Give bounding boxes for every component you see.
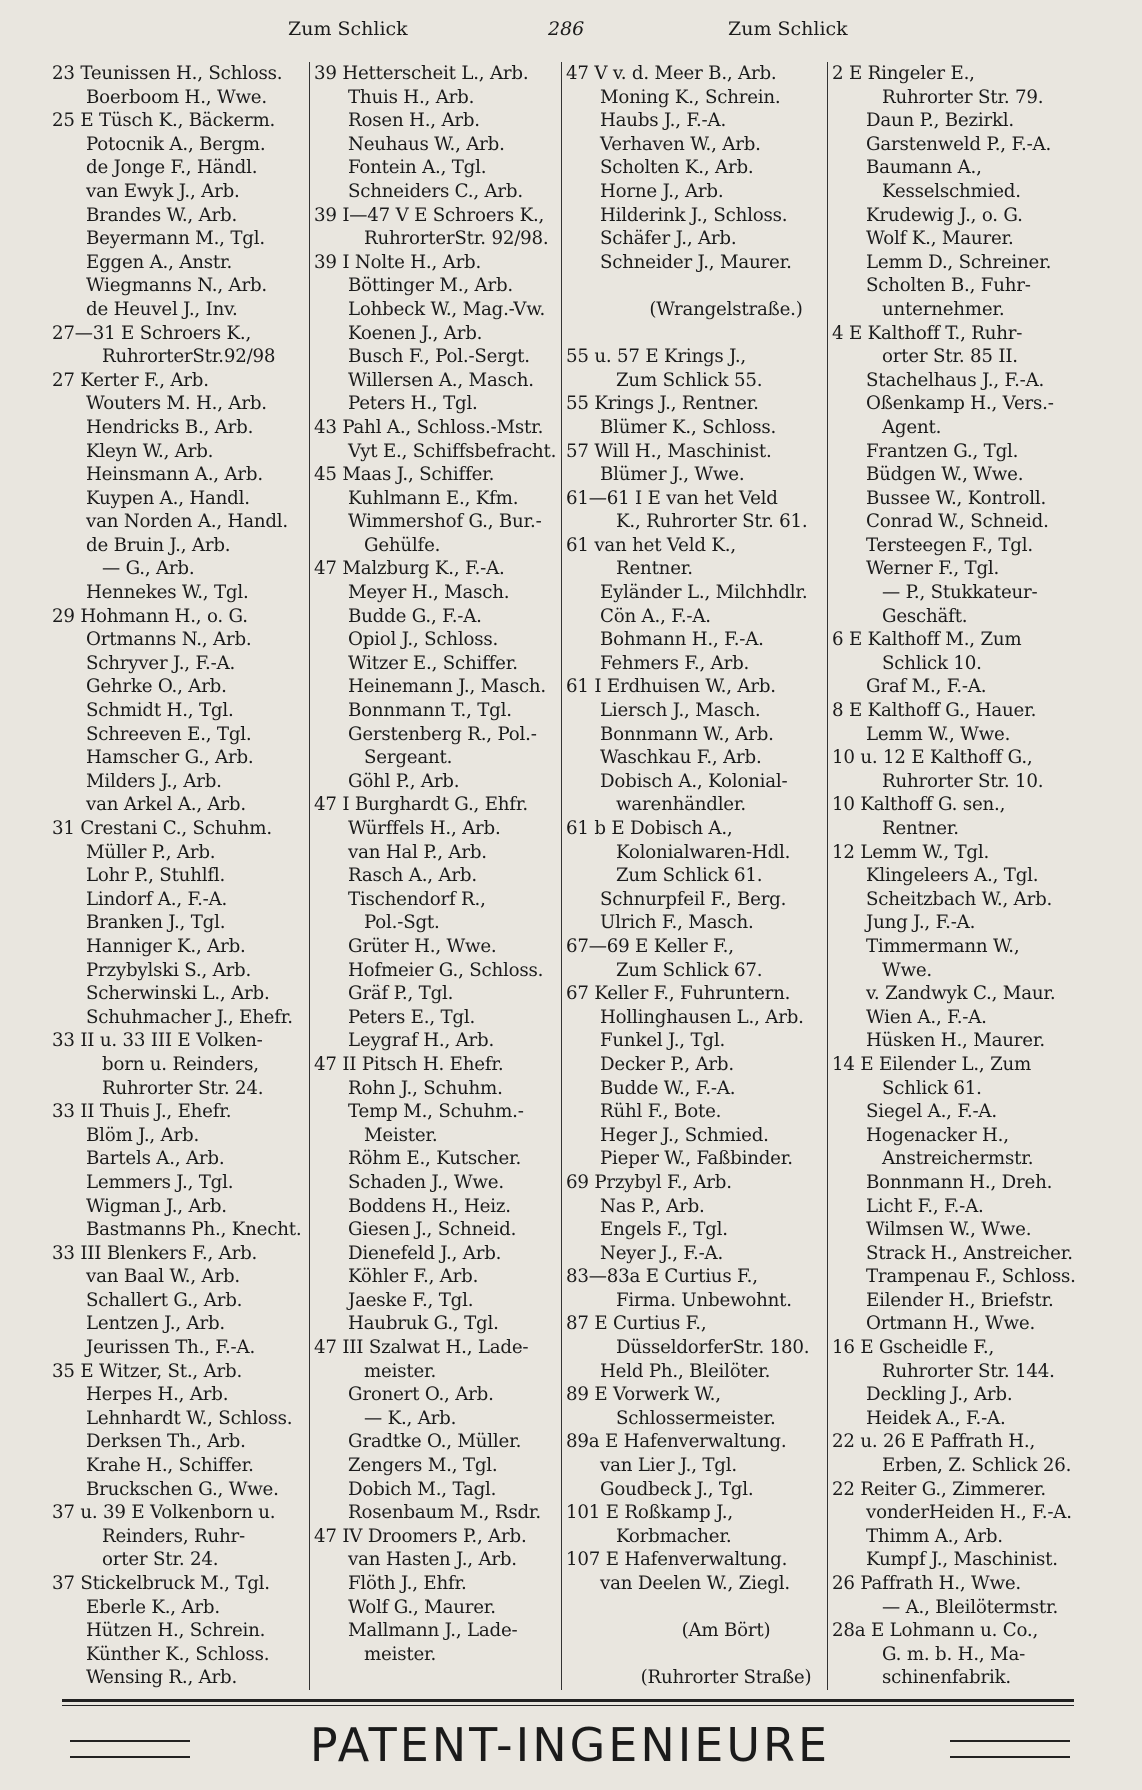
directory-entry: Conrad W., Schneid. [866, 511, 1049, 533]
directory-entry: Lemmers J., Tgl. [86, 1171, 234, 1193]
directory-entry: Branken J., Tgl. [86, 912, 226, 934]
column-1 [52, 62, 302, 1692]
directory-entry: Wolf G., Maurer. [348, 1596, 496, 1618]
directory-entry: 67—69 E Keller F., [566, 935, 734, 957]
directory-entry: 33 II Thuis J., Ehefr. [52, 1101, 232, 1123]
page-number: 286 [548, 18, 585, 40]
directory-entry: 39 I—47 V E Schroers K., [314, 204, 545, 226]
directory-entry: 87 E Curtius F., [566, 1313, 707, 1335]
directory-entry: Gradtke O., Müller. [348, 1431, 522, 1453]
directory-entry: — K., Arb. [364, 1407, 457, 1429]
directory-entry: Wiegmanns N., Arb. [86, 275, 267, 297]
directory-entry: Rosenbaum M., Rsdr. [348, 1502, 541, 1524]
directory-entry: Heidek A., F.-A. [866, 1407, 1006, 1429]
directory-entry: Ruhrorter Str. 10. [882, 770, 1044, 792]
directory-entry: Horne J., Arb. [600, 180, 724, 202]
directory-columns [52, 62, 1092, 1692]
directory-entry: Zengers M., Tgl. [348, 1455, 498, 1477]
directory-entry: 35 E Witzer, St., Arb. [52, 1360, 243, 1382]
directory-entry: van Norden A., Handl. [86, 511, 289, 533]
directory-entry: Schneiders C., Arb. [348, 180, 523, 202]
directory-entry: Rentner. [882, 818, 959, 839]
directory-entry: Funkel J., Tgl. [600, 1030, 726, 1052]
directory-entry: — G., Arb. [102, 558, 195, 580]
directory-entry: de Heuvel J., Inv. [86, 298, 238, 320]
directory-entry: Hüsken H., Maurer. [866, 1030, 1045, 1052]
banner-ornament [950, 1740, 1070, 1758]
directory-entry: Wolf K., Maurer. [866, 228, 1014, 250]
directory-entry: Böttinger M., Arb. [348, 275, 513, 297]
directory-entry: Wigman J., Arb. [86, 1195, 227, 1217]
directory-entry: Moning K., Schrein. [600, 86, 781, 108]
directory-entry: schinenfabrik. [882, 1667, 1011, 1689]
directory-entry: Ruhrorter Str. 144. [882, 1360, 1055, 1382]
directory-entry: Tersteegen F., Tgl. [866, 534, 1033, 556]
directory-entry: Herpes H., Arb. [86, 1384, 229, 1406]
directory-entry: Gräf P., Tgl. [348, 983, 454, 1005]
directory-entry: 37 u. 39 E Volkenborn u. [52, 1502, 276, 1524]
directory-entry: Mallmann J., Lade- [348, 1620, 518, 1642]
directory-entry: 39 Hetterscheit L., Arb. [314, 63, 529, 84]
directory-entry: Zum Schlick 61. [616, 865, 763, 887]
directory-entry: — P., Stukkateur- [882, 582, 1038, 604]
directory-entry: Schlossermeister. [616, 1407, 776, 1429]
directory-entry: Lentzen J., Arb. [86, 1313, 225, 1335]
footer-rule [62, 1705, 1074, 1706]
directory-entry: Willersen A., Masch. [348, 369, 534, 391]
column-4 [832, 62, 1094, 1692]
directory-entry: Wwe. [882, 959, 933, 981]
directory-entry: Schuhmacher J., Ehefr. [86, 1006, 293, 1028]
directory-entry: Künther K., Schloss. [86, 1643, 270, 1665]
directory-entry: 57 Will H., Maschinist. [566, 440, 772, 462]
directory-entry: Büdgen W., Wwe. [866, 464, 1024, 486]
directory-entry: Jaeske F., Tgl. [348, 1289, 474, 1311]
directory-entry: 55 Krings J., Rentner. [566, 393, 759, 415]
banner-text: PATENT-INGENIEURE [309, 1718, 831, 1772]
directory-entry: RuhrorterStr.92/98 [102, 346, 276, 368]
directory-entry: Kuypen A., Handl. [86, 487, 250, 509]
directory-entry: Schallert G., Arb. [86, 1289, 243, 1311]
directory-entry: Dobich M., Tagl. [348, 1478, 497, 1500]
directory-entry: Opiol J., Schloss. [348, 629, 499, 651]
directory-entry: 27—31 E Schroers K., [52, 322, 252, 344]
directory-entry: Siegel A., F.-A. [866, 1101, 997, 1123]
directory-entry: van Lier J., Tgl. [600, 1455, 737, 1477]
directory-entry: Leygraf H., Arb. [348, 1030, 495, 1052]
directory-entry: Beyermann M., Tgl. [86, 228, 265, 250]
directory-entry: Goudbeck J., Tgl. [600, 1478, 754, 1500]
directory-entry: Schmidt H., Tgl. [86, 700, 234, 722]
directory-entry: 47 V v. d. Meer B., Arb. [566, 63, 777, 84]
directory-entry: Engels F., Tgl. [600, 1219, 728, 1241]
directory-entry: Przybylski S., Arb. [86, 959, 252, 981]
directory-entry: Bonnmann H., Dreh. [866, 1171, 1053, 1193]
directory-entry: Gehrke O., Arb. [86, 676, 227, 698]
directory-entry: Boerboom H., Wwe. [86, 86, 267, 108]
directory-entry: 55 u. 57 E Krings J., [566, 346, 746, 368]
directory-entry: Wouters M. H., Arb. [86, 393, 267, 415]
directory-entry: Bonnmann T., Tgl. [348, 700, 512, 722]
directory-entry: 23 Teunissen H., Schloss. [52, 63, 283, 84]
banner-ornament [70, 1740, 190, 1758]
directory-entry: 61 b E Dobisch A., [566, 818, 733, 839]
directory-entry: 10 Kalthoff G. sen., [832, 794, 1006, 816]
directory-entry: de Bruin J., Arb. [86, 534, 231, 556]
directory-entry: K., Ruhrorter Str. 61. [616, 511, 808, 533]
directory-entry: 47 Malzburg K., F.-A. [314, 558, 505, 580]
directory-entry: 83—83a E Curtius F., [566, 1266, 758, 1288]
directory-entry: Scholten K., Arb. [600, 157, 754, 179]
directory-entry: Hofmeier G., Schloss. [348, 959, 544, 981]
directory-entry: 26 Paffrath H., Wwe. [832, 1573, 1022, 1594]
directory-entry: — A., Bleilötermstr. [882, 1596, 1059, 1618]
directory-entry: Scherwinski L., Arb. [86, 983, 270, 1005]
directory-entry: v. Zandwyk C., Maur. [866, 983, 1056, 1005]
directory-entry: Hilderink J., Schloss. [600, 204, 788, 226]
directory-entry: Würffels H., Arb. [348, 818, 501, 839]
directory-entry: Thimm A., Arb. [866, 1525, 1003, 1547]
directory-entry: Anstreichermstr. [882, 1148, 1034, 1170]
directory-entry: (Am Bört) [681, 1620, 771, 1642]
directory-entry: Gronert O., Arb. [348, 1384, 494, 1406]
directory-entry: Rühl F., Bote. [600, 1101, 722, 1123]
directory-entry: Fehmers F., Arb. [600, 652, 750, 674]
directory-entry: 61—61 I E van het Veld [566, 487, 778, 509]
directory-entry: (Wrangelstraße.) [649, 298, 803, 320]
directory-entry: Wensing R., Arb. [86, 1667, 238, 1689]
directory-entry: 22 Reiter G., Zimmerer. [832, 1478, 1047, 1500]
directory-entry: Nas P., Arb. [600, 1195, 705, 1217]
directory-entry: Schreeven E., Tgl. [86, 723, 252, 745]
directory-entry: Meyer H., Masch. [348, 582, 510, 604]
directory-entry: Lemm W., Wwe. [866, 723, 1011, 745]
directory-entry: Wien A., F.-A. [866, 1006, 987, 1028]
directory-entry: Pieper W., Faßbinder. [600, 1148, 793, 1170]
directory-entry: Cön A., F.-A. [600, 605, 711, 627]
directory-entry: Waschkau F., Arb. [600, 747, 762, 769]
directory-entry: Röhm E., Kutscher. [348, 1148, 522, 1170]
directory-entry: Stachelhaus J., F.-A. [866, 369, 1045, 391]
directory-entry: Bussee W., Kontroll. [866, 487, 1047, 509]
directory-entry: 69 Przybyl F., Arb. [566, 1171, 732, 1193]
directory-entry: van Ewyk J., Arb. [86, 180, 240, 202]
directory-entry: (Ruhrorter Straße) [640, 1667, 812, 1689]
directory-entry: Ruhrorter Str. 24. [102, 1077, 264, 1099]
directory-entry: Temp M., Schuhm.- [348, 1101, 524, 1123]
directory-entry: orter Str. 85 II. [882, 346, 1018, 368]
directory-entry: Kleyn W., Arb. [86, 440, 214, 462]
directory-entry: Hennekes W., Tgl. [86, 582, 249, 604]
directory-entry: Bonnmann W., Arb. [600, 723, 774, 745]
directory-entry: Liersch J., Masch. [600, 700, 761, 722]
directory-entry: 39 I Nolte H., Arb. [314, 251, 482, 273]
directory-entry: Dobisch A., Kolonial- [600, 770, 788, 792]
column-divider [561, 62, 562, 1690]
directory-entry: Held Ph., Bleilöter. [600, 1360, 771, 1382]
directory-entry: Scheitzbach W., Arb. [866, 888, 1053, 910]
directory-entry: Tischendorf R., [348, 888, 486, 910]
directory-entry: 37 Stickelbruck M., Tgl. [52, 1573, 270, 1594]
directory-entry: Werner F., Tgl. [866, 558, 1000, 580]
directory-entry: Kesselschmied. [882, 180, 1021, 202]
directory-entry: born u. Reinders, [102, 1053, 259, 1075]
directory-entry: Deckling J., Arb. [866, 1384, 1013, 1406]
directory-entry: Gerstenberg R., Pol.- [348, 723, 537, 745]
directory-entry: Schaden J., Wwe. [348, 1171, 504, 1193]
directory-entry: unternehmer. [882, 298, 1005, 320]
directory-entry: Gehülfe. [364, 534, 441, 556]
directory-entry: Reinders, Ruhr- [102, 1525, 245, 1547]
directory-entry: Bartels A., Arb. [86, 1148, 225, 1170]
directory-entry: Eilender H., Briefstr. [866, 1289, 1054, 1311]
directory-entry: Timmermann W., [866, 935, 1020, 957]
directory-entry: 47 I Burghardt G., Ehfr. [314, 794, 528, 816]
directory-entry: Blümer K., Schloss. [600, 416, 777, 438]
directory-entry: Schnurpfeil F., Berg. [600, 888, 787, 910]
directory-entry: Ortmann H., Wwe. [866, 1313, 1036, 1335]
directory-entry: Lindorf A., F.-A. [86, 888, 228, 910]
directory-entry: Bohmann H., F.-A. [600, 629, 764, 651]
directory-entry: warenhändler. [616, 794, 746, 816]
directory-entry: meister. [364, 1360, 437, 1382]
directory-entry: Decker P., Arb. [600, 1053, 734, 1075]
directory-entry: Klingeleers A., Tgl. [866, 865, 1039, 887]
directory-entry: RuhrorterStr. 92/98. [364, 228, 549, 250]
directory-entry: 14 E Eilender L., Zum [832, 1053, 1032, 1075]
directory-entry: 29 Hohmann H., o. G. [52, 605, 248, 627]
directory-entry: Lemm D., Schreiner. [866, 251, 1052, 273]
directory-entry: Jung J., F.-A. [866, 912, 976, 934]
directory-entry: Budde G., F.-A. [348, 605, 482, 627]
directory-entry: 107 E Hafenverwaltung. [566, 1549, 788, 1571]
directory-entry: Schneider J., Maurer. [600, 251, 792, 273]
directory-entry: Firma. Unbewohnt. [616, 1289, 792, 1311]
directory-entry: Heinsmann A., Arb. [86, 464, 263, 486]
directory-entry: Rasch A., Arb. [348, 865, 477, 887]
directory-entry: Vyt E., Schiffsbefracht. [348, 440, 557, 462]
directory-entry: 47 III Szalwat H., Lade- [314, 1337, 529, 1359]
directory-entry: Frantzen G., Tgl. [866, 440, 1019, 462]
directory-entry: Bastmanns Ph., Knecht. [86, 1219, 302, 1241]
directory-entry: Heinemann J., Masch. [348, 676, 546, 698]
directory-entry: Köhler F., Arb. [348, 1266, 479, 1288]
directory-entry: Wilmsen W., Wwe. [866, 1219, 1032, 1241]
directory-entry: 47 II Pitsch H. Ehefr. [314, 1053, 504, 1075]
directory-entry: Bruckschen G., Wwe. [86, 1478, 279, 1500]
directory-entry: 2 E Ringeler E., [832, 63, 975, 84]
directory-entry: 89a E Hafenverwaltung. [566, 1431, 787, 1453]
directory-entry: van Deelen W., Ziegl. [600, 1573, 790, 1594]
directory-entry: Oßenkamp H., Vers.- [866, 393, 1054, 415]
directory-entry: Verhaven W., Arb. [600, 133, 761, 155]
directory-entry: Derksen Th., Arb. [86, 1431, 246, 1453]
directory-entry: 43 Pahl A., Schloss.-Mstr. [314, 416, 544, 438]
directory-entry: 6 E Kalthoff M., Zum [832, 629, 1022, 651]
directory-entry: Jeurissen Th., F.-A. [86, 1337, 256, 1359]
directory-entry: Haubs J., F.-A. [600, 110, 727, 132]
directory-entry: Budde W., F.-A. [600, 1077, 736, 1099]
directory-entry: Licht F., F.-A. [866, 1195, 984, 1217]
directory-entry: van Baal W., Arb. [86, 1266, 240, 1288]
directory-entry: Kuhlmann E., Kfm. [348, 487, 519, 509]
directory-entry: Daun P., Bezirkl. [866, 110, 1014, 132]
directory-entry: Neuhaus W., Arb. [348, 133, 505, 155]
directory-entry: Schäfer J., Arb. [600, 228, 737, 250]
directory-entry: 25 E Tüsch K., Bäckerm. [52, 110, 276, 132]
directory-entry: Trampenau F., Schloss. [866, 1266, 1076, 1288]
directory-entry: Erben, Z. Schlick 26. [882, 1455, 1072, 1477]
directory-entry: Hützen H., Schrein. [86, 1620, 266, 1642]
directory-entry: Fontein A., Tgl. [348, 157, 487, 179]
directory-entry: Milders J., Arb. [86, 770, 222, 792]
directory-entry: Pol.-Sgt. [364, 912, 440, 934]
directory-entry: Neyer J., F.-A. [600, 1242, 724, 1264]
directory-entry: 27 Kerter F., Arb. [52, 369, 209, 391]
directory-entry: Eberle K., Arb. [86, 1596, 220, 1618]
directory-entry: G. m. b. H., Ma- [882, 1643, 1026, 1665]
directory-entry: 45 Maas J., Schiffer. [314, 464, 495, 486]
directory-entry: de Jonge F., Händl. [86, 157, 258, 179]
directory-entry: Geschäft. [882, 605, 968, 627]
directory-entry: Krudewig J., o. G. [866, 204, 1023, 226]
directory-entry: 16 E Gscheidle F., [832, 1337, 995, 1359]
directory-entry: Göhl P., Arb. [348, 770, 460, 792]
directory-entry: 12 Lemm W., Tgl. [832, 841, 990, 863]
directory-entry: van Hasten J., Arb. [348, 1549, 517, 1571]
directory-entry: Strack H., Anstreicher. [866, 1242, 1073, 1264]
directory-entry: Agent. [882, 416, 942, 438]
directory-entry: 22 u. 26 E Paffrath H., [832, 1431, 1036, 1453]
directory-entry: Lohr P., Stuhlfl. [86, 865, 226, 887]
running-head [0, 14, 1142, 48]
directory-entry: 89 E Vorwerk W., [566, 1384, 721, 1406]
directory-entry: Dienefeld J., Arb. [348, 1242, 502, 1264]
directory-entry: Hogenacker H., [866, 1124, 1009, 1146]
directory-entry: 10 u. 12 E Kalthoff G., [832, 747, 1033, 769]
directory-entry: 28a E Lohmann u. Co., [832, 1620, 1039, 1642]
column-divider [309, 62, 310, 1690]
directory-entry: 101 E Roßkamp J., [566, 1502, 733, 1524]
directory-entry: Hollinghausen L., Arb. [600, 1006, 804, 1028]
directory-entry: Schlick 10. [882, 652, 982, 674]
directory-entry: Brandes W., Arb. [86, 204, 238, 226]
directory-entry: Thuis H., Arb. [348, 86, 475, 108]
directory-entry: Ortmanns N., Arb. [86, 629, 252, 651]
directory-entry: Kumpf J., Maschinist. [866, 1549, 1058, 1571]
directory-entry: Sergeant. [364, 747, 453, 769]
directory-entry: Müller P., Arb. [86, 841, 216, 863]
directory-entry: van Hal P., Arb. [348, 841, 487, 863]
directory-entry: 31 Crestani C., Schuhm. [52, 818, 272, 839]
directory-entry: Hamscher G., Arb. [86, 747, 254, 769]
directory-entry: 4 E Kalthoff T., Ruhr- [832, 322, 1023, 344]
directory-entry: Rohn J., Schuhm. [348, 1077, 503, 1099]
directory-entry: Giesen J., Schneid. [348, 1219, 517, 1241]
directory-entry: Hanniger K., Arb. [86, 935, 246, 957]
directory-entry: Eyländer L., Milchhdlr. [600, 582, 808, 604]
header-left: Zum Schlick [288, 18, 408, 40]
directory-entry: Peters E., Tgl. [348, 1006, 476, 1028]
directory-entry: Flöth J., Ehfr. [348, 1573, 467, 1594]
directory-entry: Meister. [364, 1124, 438, 1146]
header-right: Zum Schlick [728, 18, 848, 40]
directory-entry: Schlick 61. [882, 1077, 982, 1099]
directory-entry: Lohbeck W., Mag.-Vw. [348, 298, 546, 320]
column-divider [827, 62, 828, 1690]
directory-entry: 47 IV Droomers P., Arb. [314, 1525, 527, 1547]
footer-rule [62, 1699, 1074, 1702]
directory-entry: orter Str. 24. [102, 1549, 219, 1571]
directory-entry: Rosen H., Arb. [348, 110, 480, 132]
directory-entry: Haubruk G., Tgl. [348, 1313, 499, 1335]
directory-entry: Zum Schlick 67. [616, 959, 763, 981]
directory-entry: Eggen A., Anstr. [86, 251, 233, 273]
directory-entry: Peters H., Tgl. [348, 393, 478, 415]
directory-entry: Rentner. [616, 558, 693, 580]
directory-entry: Blöm J., Arb. [86, 1124, 200, 1146]
directory-entry: Heger J., Schmied. [600, 1124, 769, 1146]
directory-entry: Baumann A., [866, 157, 982, 179]
directory-entry: Witzer E., Schiffer. [348, 652, 518, 674]
directory-entry: van Arkel A., Arb. [86, 794, 246, 816]
directory-entry: Busch F., Pol.-Sergt. [348, 346, 530, 368]
directory-entry: 8 E Kalthoff G., Hauer. [832, 700, 1037, 722]
directory-entry: Blümer J., Wwe. [600, 464, 745, 486]
directory-entry: Scholten B., Fuhr- [866, 275, 1031, 297]
directory-entry: Boddens H., Heiz. [348, 1195, 511, 1217]
directory-entry: DüsseldorferStr. 180. [616, 1337, 810, 1359]
directory-entry: 33 III Blenkers F., Arb. [52, 1242, 258, 1264]
directory-entry: Krahe H., Schiffer. [86, 1455, 254, 1477]
directory-entry: Ruhrorter Str. 79. [882, 86, 1044, 108]
directory-entry: Potocnik A., Bergm. [86, 133, 266, 155]
directory-entry: Grüter H., Wwe. [348, 935, 497, 957]
directory-entry: Wimmershof G., Bur.- [348, 511, 542, 533]
directory-entry: Kolonialwaren-Hdl. [616, 841, 791, 863]
advertisement-banner [60, 1716, 1080, 1778]
directory-entry: vonderHeiden H., F.-A. [866, 1502, 1072, 1524]
directory-entry: Ulrich F., Masch. [600, 912, 754, 934]
directory-entry: Lehnhardt W., Schloss. [86, 1407, 293, 1429]
directory-entry: meister. [364, 1643, 437, 1665]
directory-entry: 33 II u. 33 III E Volken- [52, 1030, 263, 1052]
directory-entry: Korbmacher. [616, 1525, 732, 1547]
directory-entry: Graf M., F.-A. [866, 676, 987, 698]
directory-entry: 61 van het Veld K., [566, 534, 736, 556]
directory-entry: Koenen J., Arb. [348, 322, 483, 344]
directory-entry: Schryver J., F.-A. [86, 652, 236, 674]
directory-entry: Hendricks B., Arb. [86, 416, 254, 438]
directory-entry: Zum Schlick 55. [616, 369, 763, 391]
directory-entry: 61 I Erdhuisen W., Arb. [566, 676, 776, 698]
directory-entry: 67 Keller F., Fuhruntern. [566, 983, 791, 1005]
directory-entry: Garstenweld P., F.-A. [866, 133, 1052, 155]
